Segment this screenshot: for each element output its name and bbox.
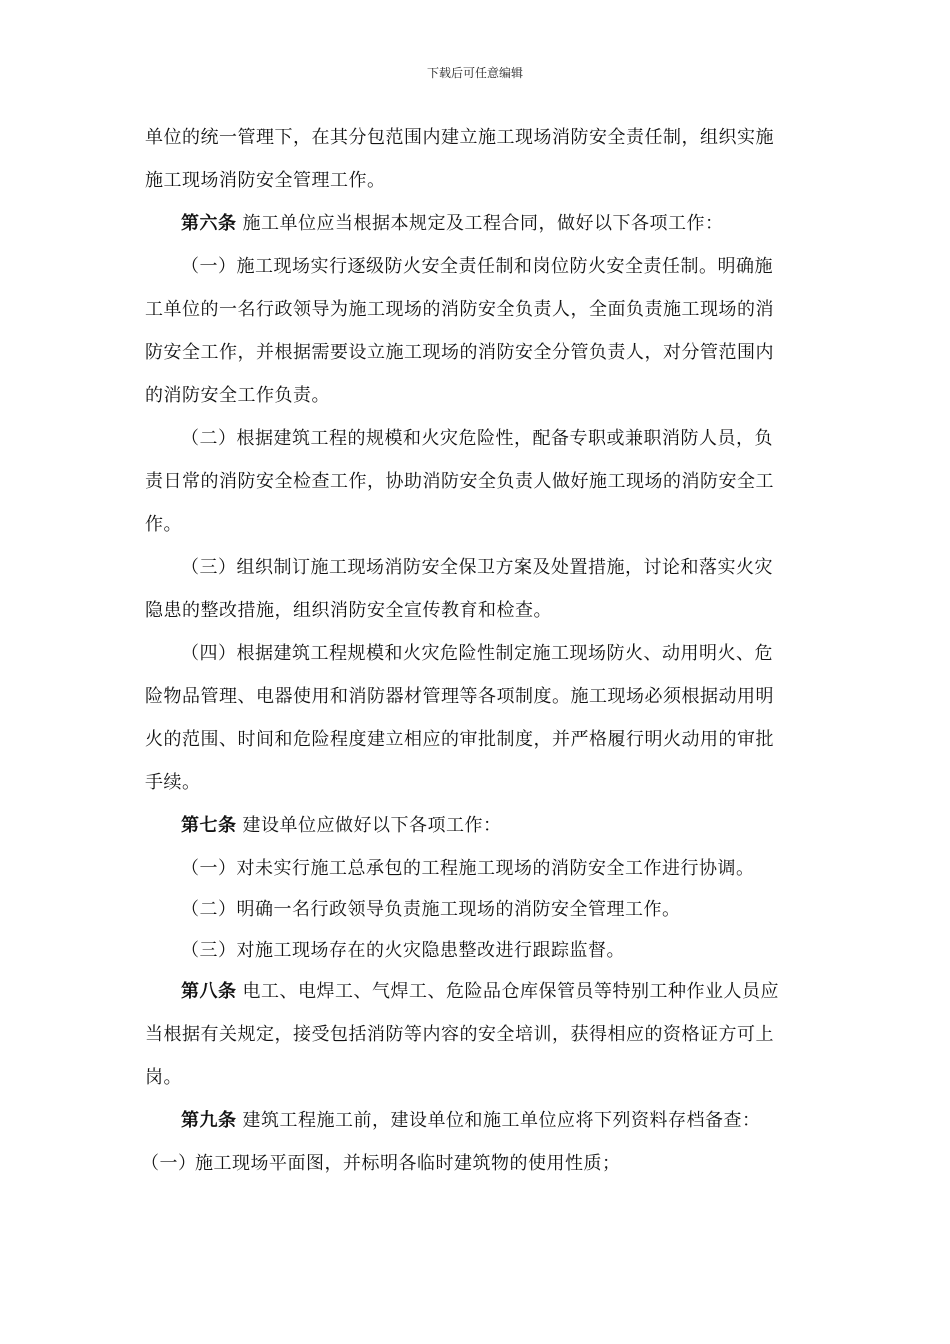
article-6-item-1-line: 的消防安全工作负责。 xyxy=(145,385,330,406)
page-header-note: 下载后可任意编辑 xyxy=(426,66,523,80)
article-9-text: 建筑工程施工前，建设单位和施工单位应将下列资料存档备查： xyxy=(242,1110,761,1131)
article-6-item-4-line: 险物品管理、电器使用和消防器材管理等各项制度。施工现场必须根据动用明 xyxy=(145,686,774,707)
paragraph-line: 施工现场消防安全管理工作。 xyxy=(145,170,386,191)
article-6-label: 第六条 xyxy=(181,213,237,234)
article-8-label: 第八条 xyxy=(181,981,237,1002)
article-6-item-1-line: 工单位的一名行政领导为施工现场的消防安全负责人，全面负责施工现场的消 xyxy=(145,299,774,320)
article-9-item-1-number: （一） xyxy=(141,1153,197,1174)
article-8-heading xyxy=(145,974,797,1017)
article-6-item-2-line: 作。 xyxy=(145,514,182,535)
article-9-item-1 xyxy=(141,1146,797,1189)
article-6-text: 施工单位应当根据本规定及工程合同，做好以下各项工作： xyxy=(242,213,724,234)
article-7-item: （三）对施工现场存在的火灾隐患整改进行跟踪监督。 xyxy=(181,940,625,961)
article-6-item-1-line: （一）施工现场实行逐级防火安全责任制和岗位防火安全责任制。明确施 xyxy=(181,256,773,277)
article-9-item-1-text: 施工现场平面图，并标明各临时建筑物的使用性质； xyxy=(195,1153,621,1174)
article-6-item-4-line: （四）根据建筑工程规模和火灾危险性制定施工现场防火、动用明火、危 xyxy=(181,643,773,664)
article-7-text: 建设单位应做好以下各项工作： xyxy=(242,815,502,836)
article-6-item-2-line: （二）根据建筑工程的规模和火灾危险性，配备专职或兼职消防人员，负 xyxy=(181,428,773,449)
article-8-text: 电工、电焊工、气焊工、危险品仓库保管员等特别工种作业人员应 xyxy=(242,981,779,1002)
article-7-item: （一）对未实行施工总承包的工程施工现场的消防安全工作进行协调。 xyxy=(181,858,755,879)
article-6-item-3-line: （三）组织制订施工现场消防安全保卫方案及处置措施，讨论和落实火灾 xyxy=(181,557,773,578)
paragraph-line: 单位的统一管理下，在其分包范围内建立施工现场消防安全责任制，组织实施 xyxy=(145,127,774,148)
article-9-heading xyxy=(145,1103,797,1146)
article-9-label: 第九条 xyxy=(181,1110,237,1131)
article-6-heading xyxy=(145,206,797,249)
article-8-line: 当根据有关规定，接受包括消防等内容的安全培训，获得相应的资格证方可上 xyxy=(145,1024,774,1045)
article-6-item-3-line: 隐患的整改措施，组织消防安全宣传教育和检查。 xyxy=(145,600,552,621)
document-body xyxy=(141,120,797,1189)
article-6-item-4-line: 火的范围、时间和危险程度建立相应的审批制度，并严格履行明火动用的审批 xyxy=(145,729,774,750)
article-8-line: 岗。 xyxy=(145,1067,182,1088)
article-7-item: （二）明确一名行政领导负责施工现场的消防安全管理工作。 xyxy=(181,899,681,920)
article-7-heading xyxy=(145,808,797,851)
article-6-item-1-line: 防安全工作，并根据需要设立施工现场的消防安全分管负责人，对分管范围内 xyxy=(145,342,774,363)
article-7-label: 第七条 xyxy=(181,815,237,836)
article-6-item-2-line: 责日常的消防安全检查工作，协助消防安全负责人做好施工现场的消防安全工 xyxy=(145,471,774,492)
article-6-item-4-line: 手续。 xyxy=(145,772,201,793)
